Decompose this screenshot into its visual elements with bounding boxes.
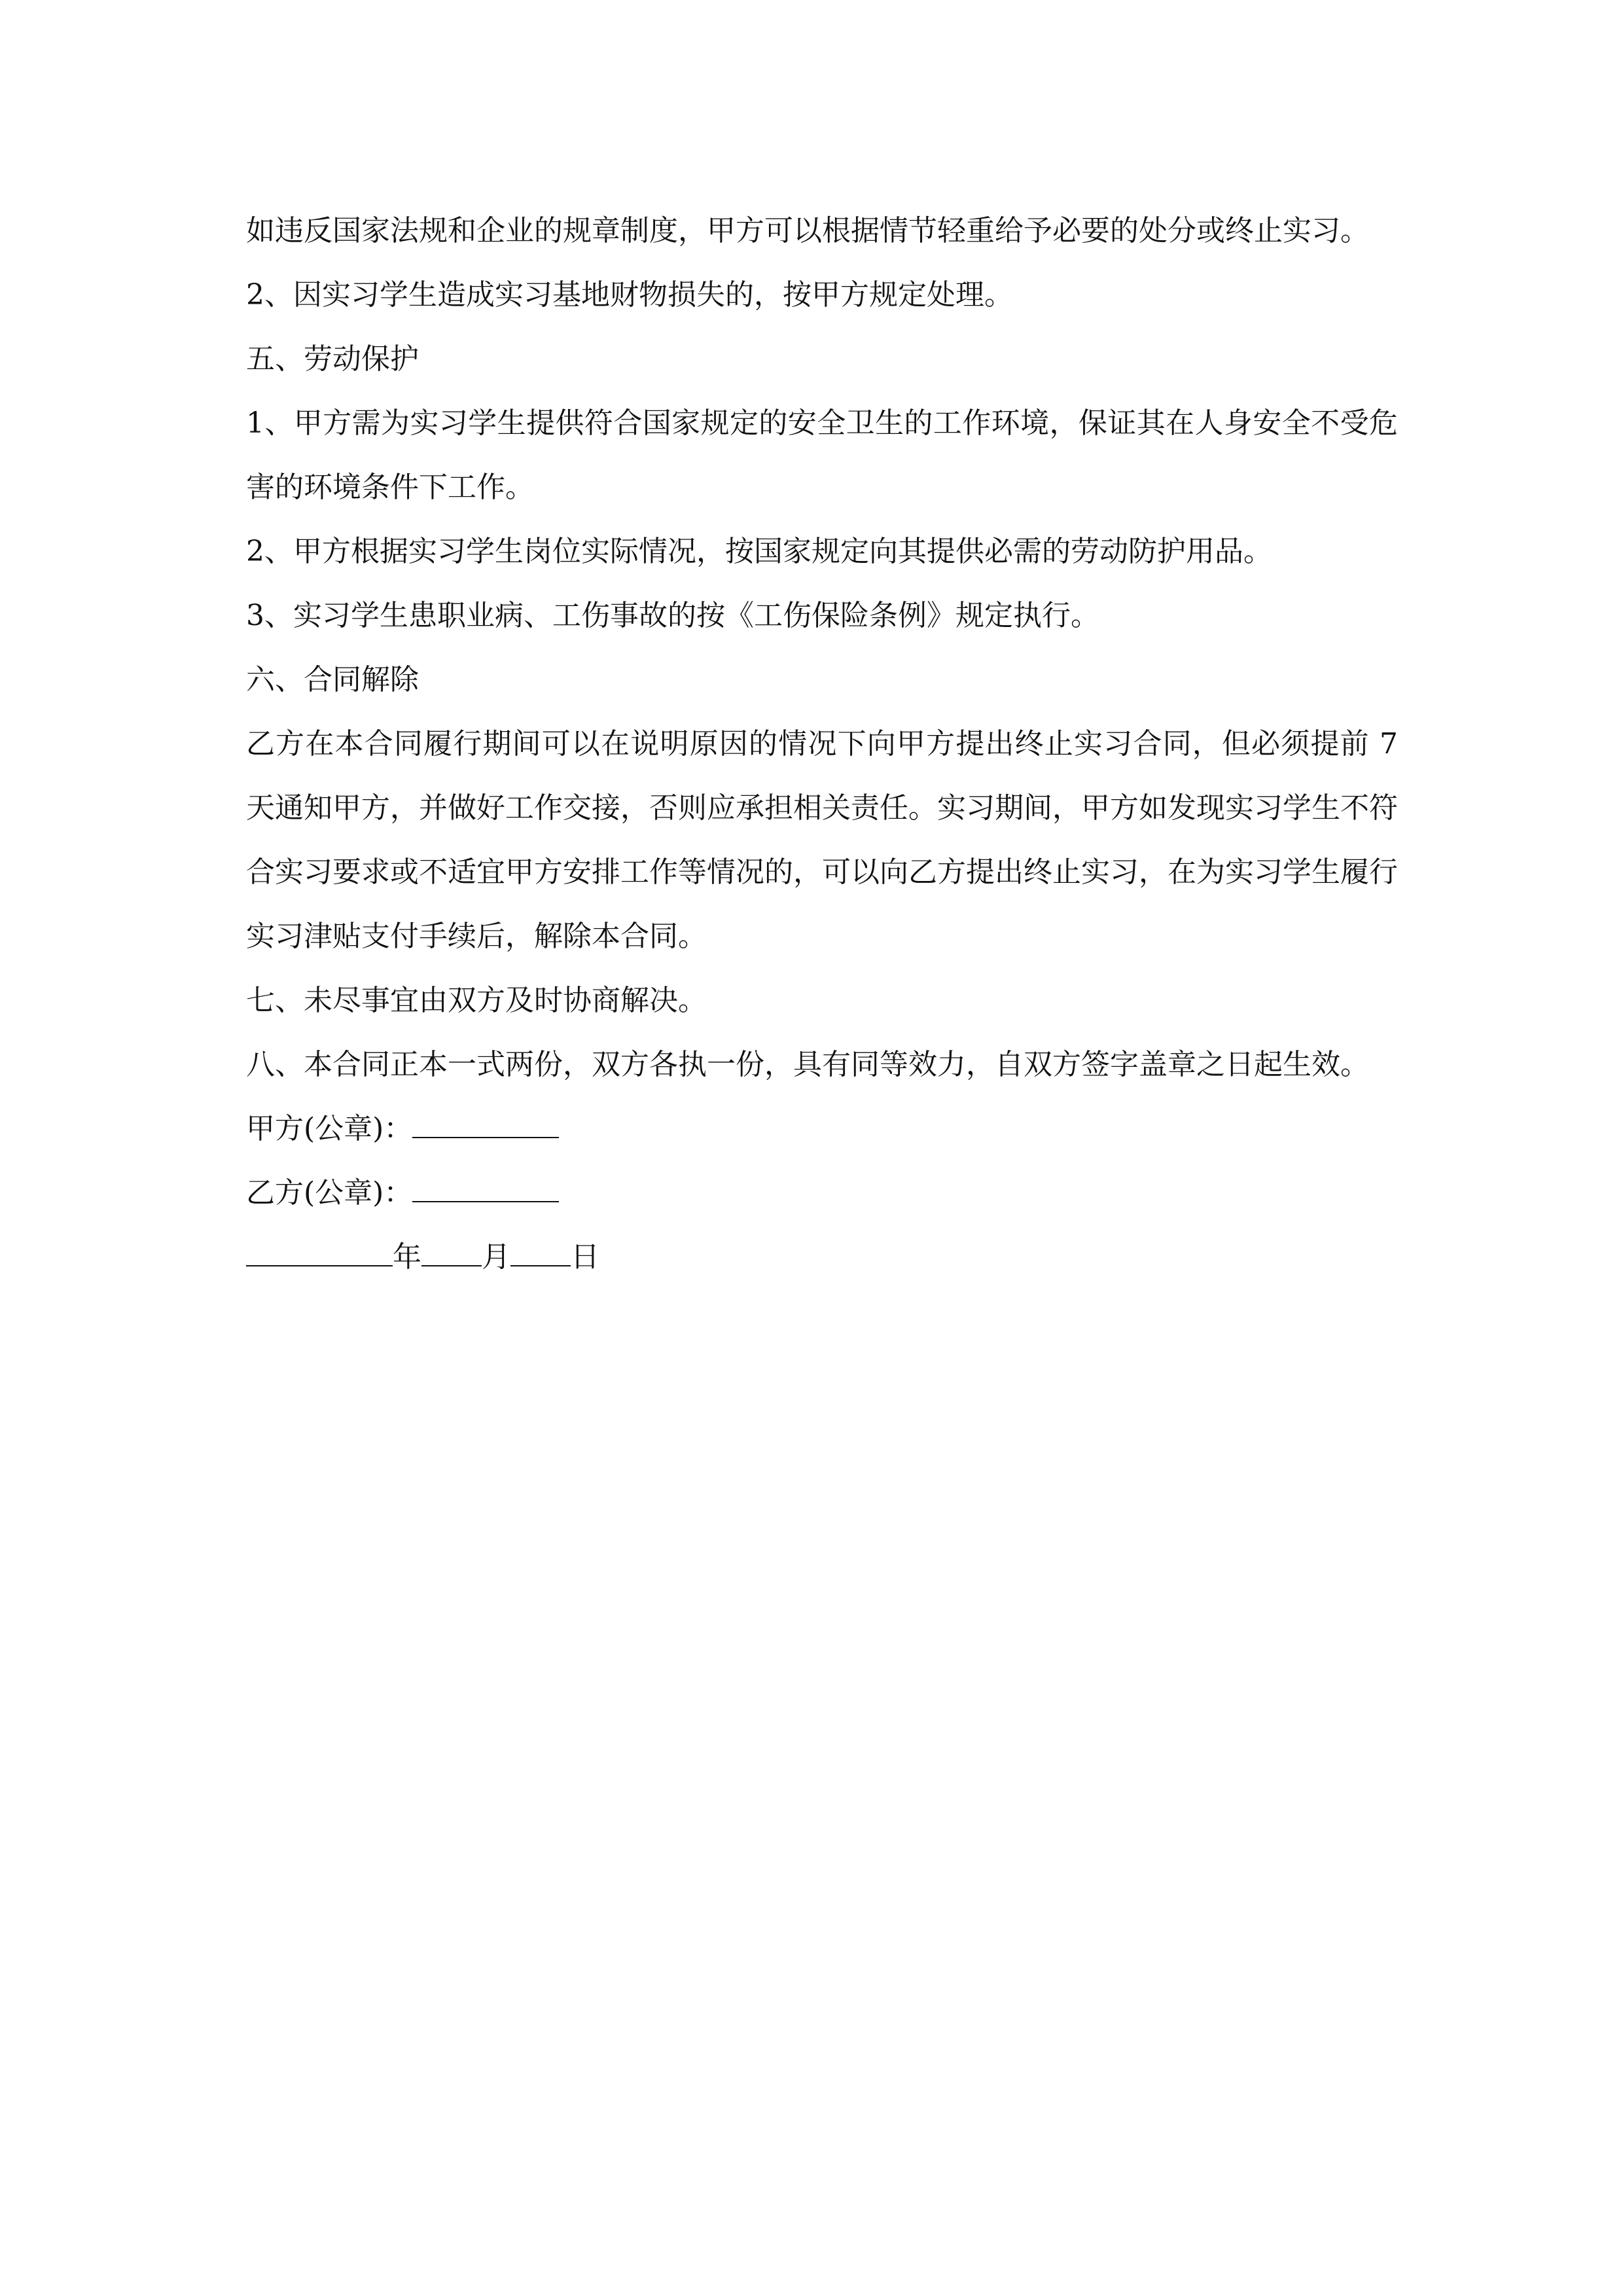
party-a-label: 甲方(公章)： xyxy=(246,1112,413,1145)
document-body xyxy=(246,199,1398,1289)
year-label: 年 xyxy=(393,1240,421,1274)
day-field[interactable] xyxy=(510,1234,571,1266)
party-a-signature-line xyxy=(246,1097,1398,1161)
month-field[interactable] xyxy=(421,1234,482,1266)
party-b-signature-line xyxy=(246,1161,1398,1225)
day-label: 日 xyxy=(571,1240,599,1274)
paragraph-termination-terms: 乙方在本合同履行期间可以在说明原因的情况下向甲方提出终止实习合同，但必须提前 7 天通知甲方，并做好工作交接，否则应承担相关责任。实习期间，甲方如发现实习学生不符合实习要求或不适宜甲方安排工作等情况的，可以向乙方提出终止实习，在为实习学生履行实习津贴支付手续后，解除本合同。 xyxy=(246,727,1398,953)
section-heading-contract-termination: 六、合同解除 xyxy=(246,663,419,696)
party-b-signature-field[interactable] xyxy=(412,1170,559,1202)
paragraph-property-loss: 2、因实习学生造成实习基地财物损失的，按甲方规定处理。 xyxy=(246,278,1013,312)
paragraph-occupational-injury: 3、实习学生患职业病、工伤事故的按《工伤保险条例》规定执行。 xyxy=(246,599,1099,632)
party-b-label: 乙方(公章)： xyxy=(246,1176,413,1210)
section-heading-labor-protection: 五、劳动保护 xyxy=(246,342,419,376)
month-label: 月 xyxy=(482,1240,510,1274)
paragraph-copies-and-effect: 八、本合同正本一式两份，双方各执一份，具有同等效力，自双方签字盖章之日起生效。 xyxy=(246,1048,1369,1081)
paragraph-unresolved-matters: 七、未尽事宜由双方及时协商解决。 xyxy=(246,984,707,1017)
paragraph-protective-equipment: 2、甲方根据实习学生岗位实际情况，按国家规定向其提供必需的劳动防护用品。 xyxy=(246,535,1272,568)
paragraph-safe-environment: 1、甲方需为实习学生提供符合国家规定的安全卫生的工作环境，保证其在人身安全不受危害的环境条件下工作。 xyxy=(246,406,1398,504)
paragraph-discipline: 如违反国家法规和企业的规章制度，甲方可以根据情节轻重给予必要的处分或终止实习。 xyxy=(246,214,1369,247)
party-a-signature-field[interactable] xyxy=(412,1105,559,1138)
year-field[interactable] xyxy=(246,1234,393,1266)
date-line xyxy=(246,1225,1398,1289)
